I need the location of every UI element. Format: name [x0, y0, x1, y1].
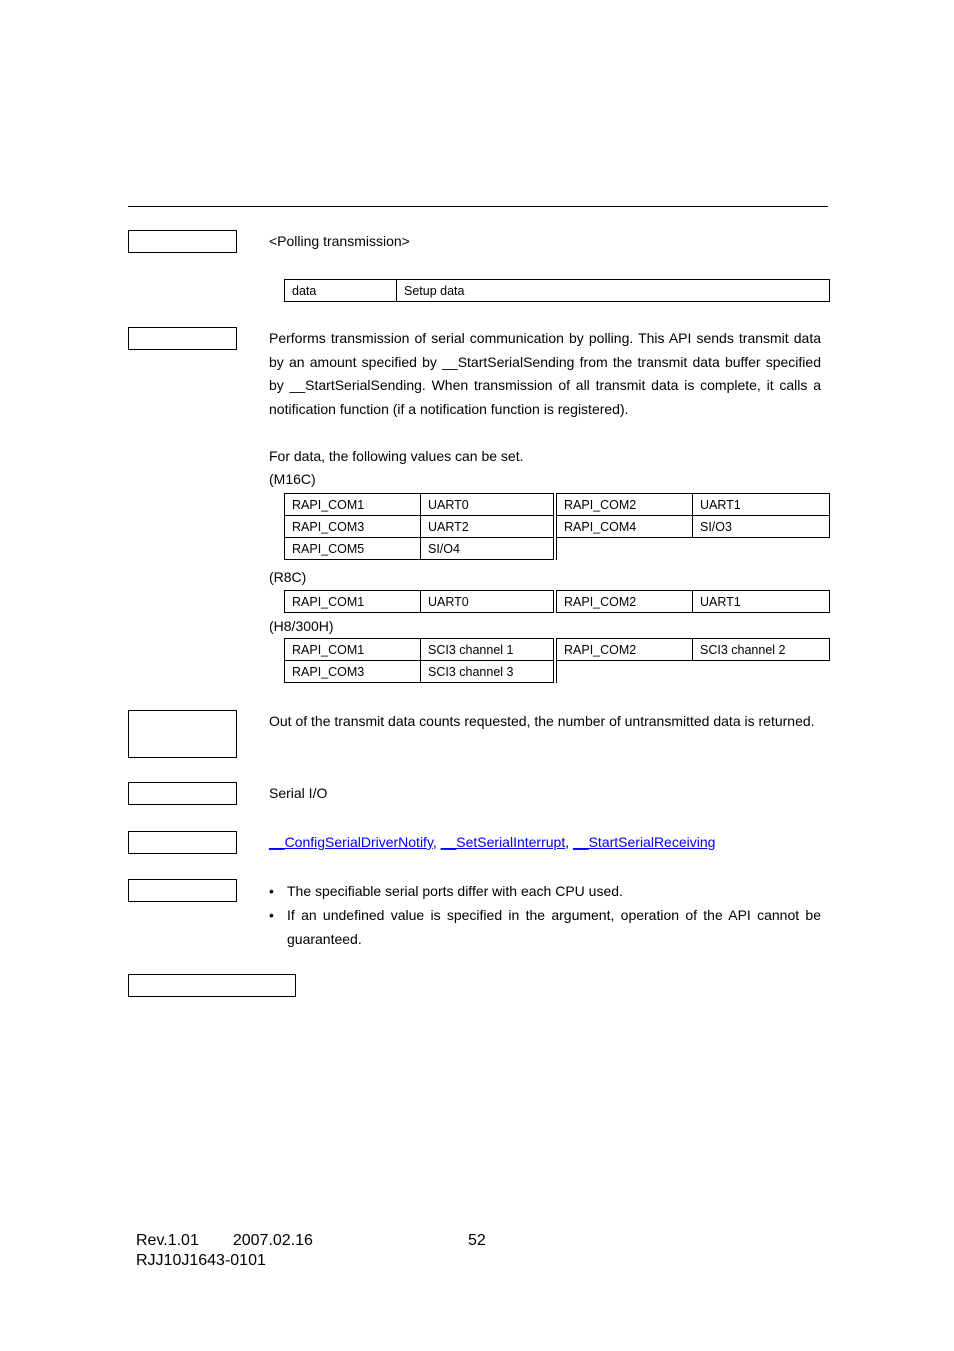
table-cell: RAPI_COM5 [285, 538, 421, 560]
table-cell: RAPI_COM3 [285, 516, 421, 538]
table-cell: SCI3 channel 3 [421, 661, 554, 683]
table-cell: RAPI_COM2 [557, 591, 693, 613]
r8c-label: (R8C) [269, 569, 307, 585]
functionality-text: Serial I/O [269, 785, 328, 801]
remarks-list [269, 879, 821, 951]
h8-table [284, 638, 830, 683]
table-empty [557, 538, 830, 560]
list-item: • The specifiable serial ports differ with each CPU used. [269, 879, 821, 903]
table-row [285, 591, 830, 613]
m16c-label: (M16C) [269, 471, 316, 487]
table-cell: SCI3 channel 2 [693, 639, 830, 661]
m16c-table [284, 493, 830, 560]
table-cell: RAPI_COM2 [557, 494, 693, 516]
table-cell: RAPI_COM1 [285, 639, 421, 661]
link-separator: , [432, 834, 441, 850]
table-row [285, 494, 830, 516]
table-cell: RAPI_COM1 [285, 494, 421, 516]
table-row [285, 661, 830, 683]
table-cell: UART0 [421, 591, 554, 613]
table-row [285, 538, 830, 560]
r8c-table [284, 590, 830, 613]
params-table [284, 279, 830, 302]
return-value-text: Out of the transmit data counts requested, the number of untransmitted data is returned. [269, 713, 815, 729]
table-cell: RAPI_COM3 [285, 661, 421, 683]
table-row [285, 639, 830, 661]
footer-date: 2007.02.16 [232, 1232, 313, 1249]
section-label-reference [128, 831, 237, 854]
link-start-serial-receiving[interactable]: __StartSerialReceiving [573, 834, 716, 850]
list-item: • If an undefined value is specified in the argument, operation of the API cannot be guaranteed. [269, 903, 821, 951]
format-label: <Polling transmission> [269, 233, 410, 249]
values-intro: For data, the following values can be set. [269, 448, 524, 464]
section-label-return-value [128, 710, 237, 758]
table-cell: RAPI_COM1 [285, 591, 421, 613]
footer-rev: Rev.1.01 [136, 1232, 199, 1249]
param-name: data [285, 280, 397, 302]
table-cell: SI/O4 [421, 538, 554, 560]
page-number: 52 [468, 1232, 486, 1249]
header-rule [128, 206, 828, 207]
table-cell: UART1 [693, 591, 830, 613]
section-label-description [128, 327, 237, 350]
footer [136, 1231, 313, 1271]
section-label-remarks [128, 879, 237, 902]
footer-doc-number: RJJ10J1643-0101 [136, 1252, 266, 1269]
table-empty [557, 661, 830, 683]
table-cell: UART1 [693, 494, 830, 516]
table-cell: RAPI_COM2 [557, 639, 693, 661]
section-label-example [128, 974, 296, 997]
param-desc: Setup data [397, 280, 830, 302]
table-row [285, 280, 830, 302]
description-text: Performs transmission of serial communication by polling. This API sends transmit data by an amount specified by __StartSerialSending from the transmit data buffer specified by __StartSerialSending. When transmission of all transmit data is complete, it calls a notification function (if a notification function is registered). [269, 330, 821, 417]
link-config-serial-driver-notify[interactable]: __ConfigSerialDriverNotify [269, 834, 433, 850]
link-set-serial-interrupt[interactable]: __SetSerialInterrupt [440, 834, 566, 850]
table-cell: UART2 [421, 516, 554, 538]
section-label-format [128, 230, 237, 253]
section-label-functionality [128, 782, 237, 805]
h8-label: (H8/300H) [269, 618, 334, 634]
table-row [285, 516, 830, 538]
table-cell: SI/O3 [693, 516, 830, 538]
table-cell: SCI3 channel 1 [421, 639, 554, 661]
reference-links [269, 831, 821, 855]
table-cell: UART0 [421, 494, 554, 516]
link-separator: , [565, 834, 574, 850]
table-cell: RAPI_COM4 [557, 516, 693, 538]
